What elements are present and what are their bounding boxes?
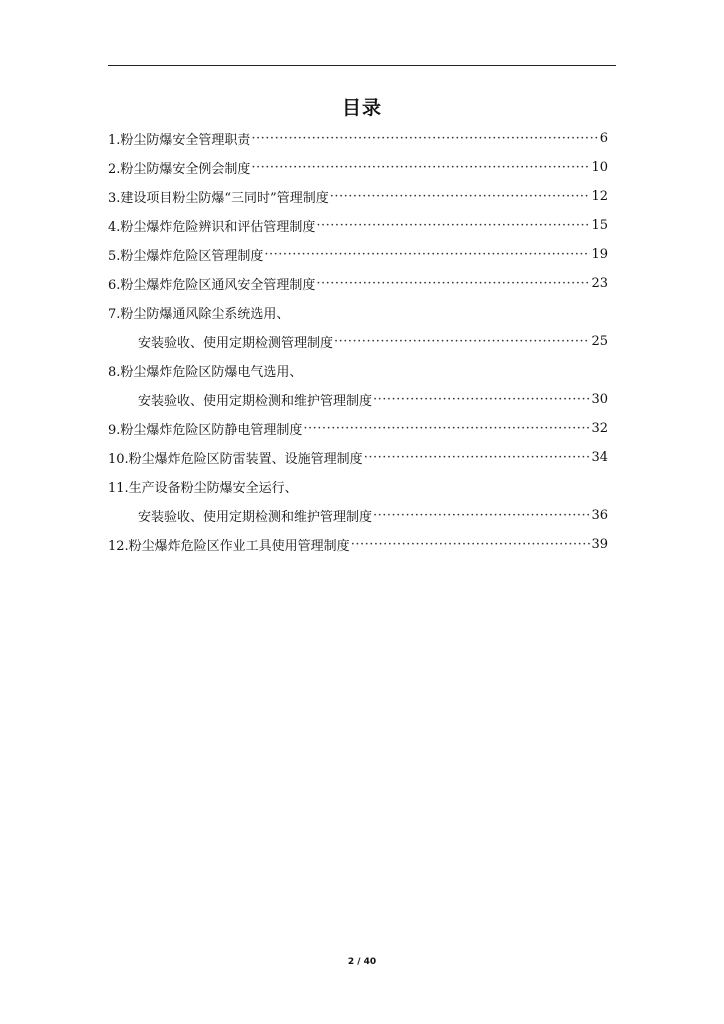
toc-entry-label: 安装验收、使用定期检测和维护管理制度 — [138, 394, 373, 409]
toc-entry[interactable] — [108, 124, 608, 153]
toc-dot-leader — [373, 501, 590, 530]
toc-entry[interactable] — [108, 240, 608, 269]
header-rule — [108, 65, 616, 66]
toc-entry[interactable] — [108, 385, 608, 414]
toc-page-number: 25 — [591, 334, 608, 349]
toc-entry-label: 安装验收、使用定期检测和维护管理制度 — [138, 510, 373, 525]
toc-entry[interactable] — [108, 472, 608, 501]
toc-entry[interactable] — [108, 298, 608, 327]
toc-page-number: 32 — [591, 421, 608, 436]
toc-page-number: 36 — [591, 508, 608, 523]
toc-entry-label: 8.粉尘爆炸危险区防爆电气选用、 — [108, 365, 303, 380]
toc-entry[interactable] — [108, 211, 608, 240]
toc-dot-leader — [330, 182, 591, 211]
toc-entry-label: 9.粉尘爆炸危险区防静电管理制度 — [108, 423, 303, 438]
toc-entry[interactable] — [108, 443, 608, 472]
toc-entry-label: 7.粉尘防爆通风除尘系统选用、 — [108, 307, 290, 322]
toc-dot-leader — [373, 385, 590, 414]
toc-page-number: 10 — [591, 160, 608, 175]
toc-page-number: 15 — [591, 218, 608, 233]
toc-entry-label: 1.粉尘防爆安全管理职责 — [108, 133, 251, 148]
toc-page-number: 6 — [599, 131, 608, 146]
toc-dot-leader — [364, 443, 591, 472]
toc-page-number: 30 — [591, 392, 608, 407]
toc-page-number: 12 — [591, 189, 608, 204]
toc-entry[interactable] — [108, 356, 608, 385]
toc-entry[interactable] — [108, 269, 608, 298]
toc-entry[interactable] — [108, 153, 608, 182]
table-of-contents — [108, 124, 608, 559]
toc-entry[interactable] — [108, 501, 608, 530]
toc-page-number: 39 — [591, 537, 608, 552]
toc-entry-label: 11.生产设备粉尘防爆安全运行、 — [108, 481, 298, 496]
toc-dot-leader — [351, 530, 591, 559]
toc-dot-leader — [316, 269, 590, 298]
page-number-footer: 2 / 40 — [347, 957, 377, 967]
toc-entry[interactable] — [108, 530, 608, 559]
toc-entry-label: 2.粉尘防爆安全例会制度 — [108, 162, 251, 177]
toc-entry-label: 3.建设项目粉尘防爆“三同时”管理制度 — [108, 191, 329, 206]
toc-dot-leader — [303, 414, 590, 443]
page-title: 目录 — [341, 97, 382, 119]
toc-page-number: 34 — [591, 450, 608, 465]
toc-dot-leader — [251, 124, 598, 153]
toc-entry-label: 4.粉尘爆炸危险辨识和评估管理制度 — [108, 220, 316, 235]
toc-dot-leader — [316, 211, 590, 240]
toc-entry-label: 5.粉尘爆炸危险区管理制度 — [108, 249, 264, 264]
toc-dot-leader — [334, 327, 590, 356]
toc-dot-leader — [251, 153, 590, 182]
toc-entry[interactable] — [108, 414, 608, 443]
toc-dot-leader — [264, 240, 590, 269]
toc-page-number: 23 — [591, 276, 608, 291]
toc-entry-label: 6.粉尘爆炸危险区通风安全管理制度 — [108, 278, 316, 293]
toc-entry[interactable] — [108, 327, 608, 356]
toc-page-number: 19 — [591, 247, 608, 262]
toc-entry-label: 12.粉尘爆炸危险区作业工具使用管理制度 — [108, 539, 350, 554]
toc-entry[interactable] — [108, 182, 608, 211]
toc-entry-label: 10.粉尘爆炸危险区防雷装置、设施管理制度 — [108, 452, 363, 467]
toc-entry-label: 安装验收、使用定期检测管理制度 — [138, 336, 334, 351]
